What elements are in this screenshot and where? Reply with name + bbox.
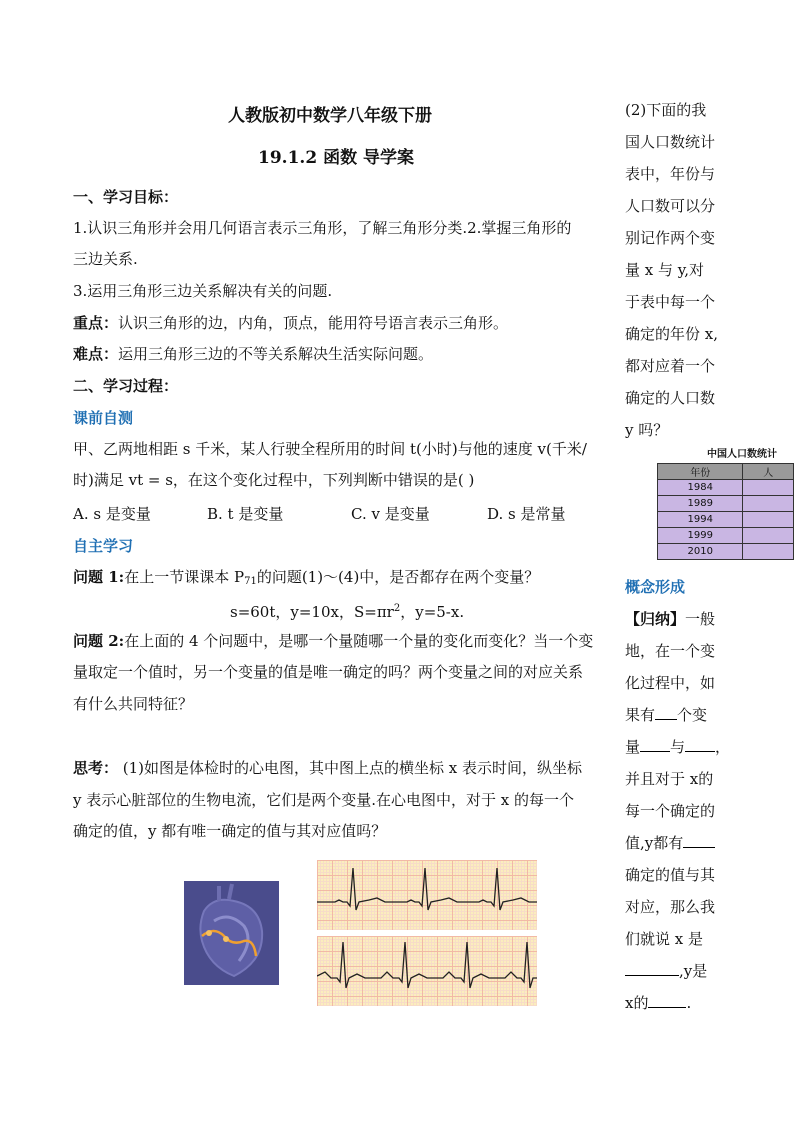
fill-blank-4[interactable] [683,833,715,848]
summary-text-12: ,y是 [679,962,708,980]
fill-blank-6[interactable] [648,993,686,1008]
table-row [658,480,794,496]
population-table [657,447,794,560]
page-title: 人教版初中数学八年级下册 [228,106,432,126]
summary-text-8: 值,y都有 [625,834,684,852]
summary-line-9: 确定的值与其 [625,866,716,884]
think-text-1: (1)如图是体检时的心电图，其中图上点的横坐标 x 表示时间，纵坐标 [118,759,583,777]
difficult-point [73,344,433,364]
summary-line-8 [625,833,715,853]
process-heading: 二、学习过程： [73,377,179,395]
difficult-text: 运用三角形三边的不等关系解决生活实际问题。 [118,345,434,363]
fill-blank-2[interactable] [640,737,670,752]
summary-line-5 [625,737,730,757]
option-a: A. s 是变量 [73,505,151,523]
summary-line-4 [625,705,707,725]
goals-line-1: 1.认识三角形并会用几何语言表示三角形，了解三角形分类.2.掌握三角形的 [73,219,572,237]
population-table-caption: 中国人口数统计 [707,449,777,460]
goals-line-2: 三边关系. [73,250,138,268]
table-header-year: 年份 [658,464,743,480]
problem-1 [73,567,539,592]
goals-line-3: 3.运用三角形三边关系解决有关的问题. [73,282,333,300]
right-line-11: y 吗？ [625,421,669,439]
think-line-1 [73,758,582,778]
goals-heading: 一、学习目标： [73,188,179,206]
key-label: 重点： [73,314,119,332]
summary-text-4a: 果有 [625,706,656,724]
right-line-6: 量 x 与 y,对 [625,261,705,279]
right-line-7: 于表中每一个 [625,293,716,311]
table-cell-year: 1994 [658,512,743,528]
ecg-trace-1 [317,860,537,930]
question-line-1: 甲、乙两地相距 s 千米，某人行驶全程所用的时间 t(小时)与他的速度 v(千米/ [73,440,587,458]
right-line-2: 国人口数统计 [625,133,716,151]
summary-line-3: 化过程中，如 [625,674,716,692]
summary-text-5c: ， [715,738,731,756]
problem-2-line-3: 有什么共同特征？ [73,695,194,713]
summary-text-1: 一般 [685,610,716,628]
formula-b: ，y=5-x. [400,603,465,621]
heart-diagram-icon [184,881,279,985]
option-c: C. v 是变量 [351,505,430,523]
table-cell-population [743,528,794,544]
problem-1-sub: 71 [244,576,257,587]
population-table-grid [657,463,794,560]
problem-2-line-1 [73,631,593,651]
summary-text-5a: 量 [625,738,641,756]
summary-line-11: 们就说 x 是 [625,930,703,948]
concept-heading: 概念形成 [625,578,686,596]
think-line-3: 确定的值，y 都有唯一确定的值与其对应值吗？ [73,822,387,840]
question-line-2: 时)满足 vt = s，在这个变化过程中，下列判断中错误的是( ) [73,471,475,489]
summary-text-5b: 与 [670,738,686,756]
ecg-strip-2 [317,936,537,1006]
formula-a: s=60t，y=10x，S=πr [230,603,394,621]
key-text: 认识三角形的边，内角，顶点，能用符号语言表示三角形。 [118,314,509,332]
table-row [658,528,794,544]
right-line-4: 人口数可以分 [625,197,716,215]
table-cell-population [743,496,794,512]
option-b: B. t 是变量 [207,505,284,523]
summary-text-13a: x的 [625,994,649,1012]
key-point [73,313,508,333]
right-line-1: (2)下面的我 [625,101,707,119]
problem-2-text-1: 在上面的 4 个问题中，是哪一个量随哪一个量的变化而变化？当一个变 [124,632,594,650]
problem-1-label: 问题 1: [73,568,125,586]
summary-line-10: 对应，那么我 [625,898,716,916]
ecg-strip-1 [317,860,537,930]
problem-1-text-b: 的问题(1)～(4)中，是否都存在两个变量？ [256,568,540,586]
problem-2-line-2: 量取定一个值时，另一个变量的值是唯一确定的吗？两个变量之间的对应关系 [73,663,584,681]
table-cell-year: 1999 [658,528,743,544]
fill-blank-1[interactable] [655,705,677,720]
fill-blank-5[interactable] [625,961,679,976]
table-header-row [658,464,794,480]
formula-sup: 2 [393,603,401,614]
table-cell-year: 1989 [658,496,743,512]
summary-line-13 [625,993,691,1013]
table-cell-year: 2010 [658,544,743,560]
right-line-5: 别记作两个变 [625,229,716,247]
right-line-8: 确定的年份 x, [625,325,718,343]
formula-line [230,599,464,622]
table-row [658,544,794,560]
summary-line-1 [625,609,715,629]
pretest-heading: 课前自测 [73,409,134,427]
problem-2-label: 问题 2: [73,632,125,650]
table-cell-population [743,512,794,528]
think-label: 思考： [73,759,119,777]
table-row [658,496,794,512]
right-line-9: 都对应着一个 [625,357,716,375]
summary-text-4b: 个变 [677,706,708,724]
summary-line-6: 并且对于 x的 [625,770,714,788]
heart-illustration [184,881,279,985]
fill-blank-3[interactable] [685,737,715,752]
ecg-trace-2 [317,936,537,1006]
problem-1-text-a: 在上一节课课本 P [124,568,245,586]
summary-label: 【归纳】 [625,610,686,628]
summary-line-12 [625,961,707,981]
option-d: D. s 是常量 [487,505,566,523]
page-subtitle: 19.1.2 函数 导学案 [258,148,414,168]
think-line-2: y 表示心脏部位的生物电流，它们是两个变量.在心电图中，对于 x 的每一个 [73,791,575,809]
right-line-3: 表中，年份与 [625,165,716,183]
right-line-10: 确定的人口数 [625,389,716,407]
self-study-heading: 自主学习 [73,537,134,555]
table-cell-year: 1984 [658,480,743,496]
summary-line-7: 每一个确定的 [625,802,716,820]
table-header-population: 人 [743,464,794,480]
table-cell-population [743,544,794,560]
table-row [658,512,794,528]
summary-line-2: 地，在一个变 [625,642,716,660]
table-cell-population [743,480,794,496]
difficult-label: 难点： [73,345,119,363]
summary-text-13b: . [686,994,692,1012]
